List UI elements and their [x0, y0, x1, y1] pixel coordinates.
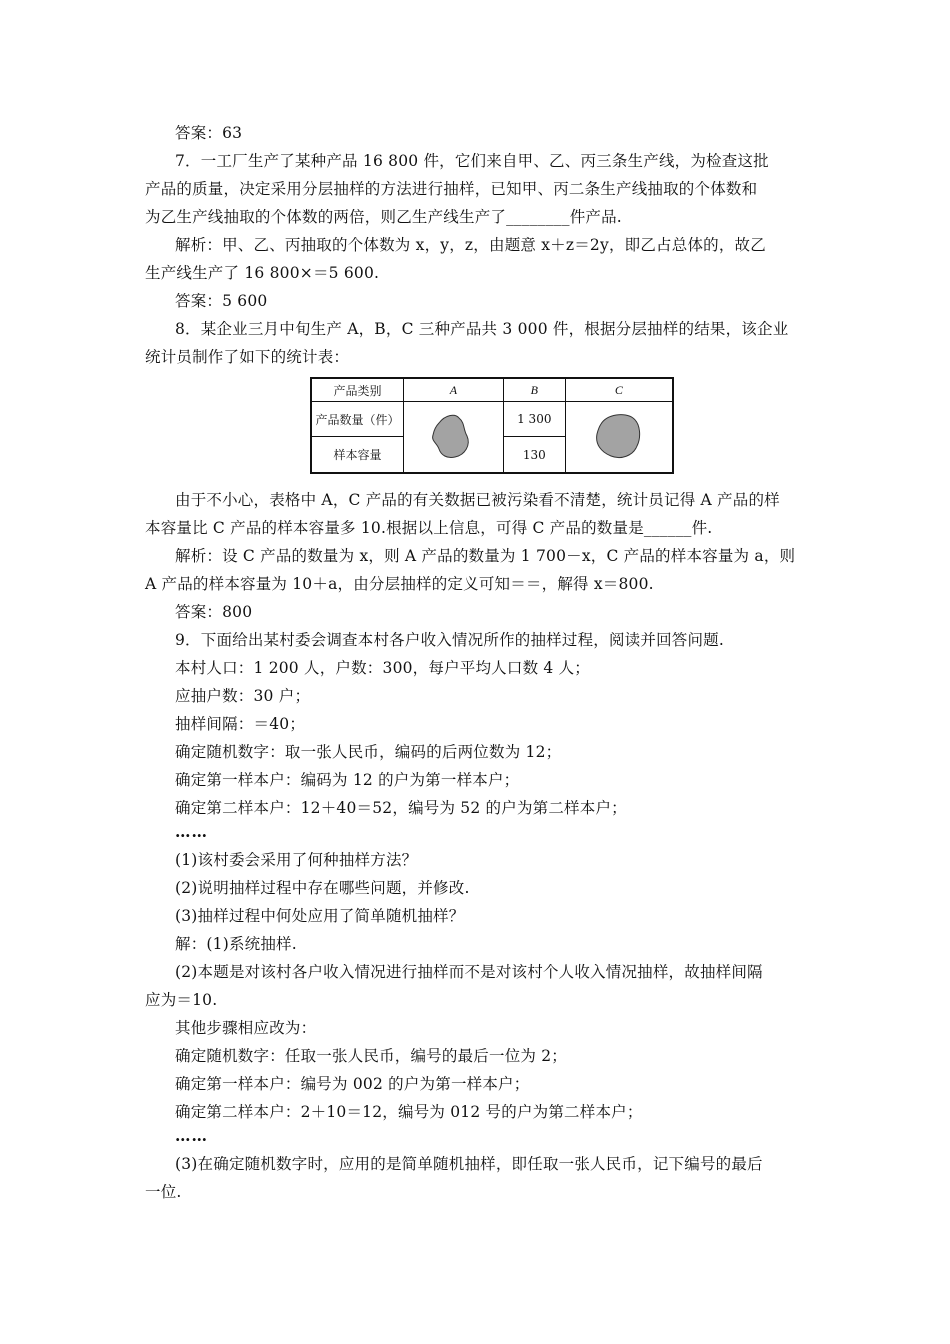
q7-line-1: 7．一工厂生产了某种产品 16 800 件，它们来自甲、乙、丙三条生产线，为检查这批: [175, 152, 769, 170]
q9-solution-3a: (3)在确定随机数字时，应用的是简单随机抽样，即任取一张人民币，记下编号的最后: [175, 1155, 763, 1173]
q9-sub-2: (2)说明抽样过程中存在哪些问题，并修改.: [175, 879, 470, 897]
q9-solution-2a: (2)本题是对该村各户收入情况进行抽样而不是对该村个人收入情况抽样，故抽样间隔: [175, 963, 763, 981]
table-header-cell: C: [565, 378, 673, 402]
q9-solution-2b: 应为＝10.: [145, 991, 218, 1009]
q9-first-household: 确定第一样本户：编码为 12 的户为第一样本户；: [175, 771, 520, 789]
q8-line-3: 由于不小心，表格中 A，C 产品的有关数据已被污染看不清楚，统计员记得 A 产品的样: [175, 491, 780, 509]
q9-fixed-first-household: 确定第一样本户：编号为 002 的户为第一样本户；: [175, 1075, 530, 1093]
q8-line-2: 统计员制作了如下的统计表：: [145, 348, 350, 366]
q9-second-household: 确定第二样本户：12＋40＝52，编号为 52 的户为第二样本户；: [175, 799, 627, 817]
q9-interval: 抽样间隔：＝40；: [175, 715, 306, 733]
q9-fixed-random-number: 确定随机数字：任取一张人民币，编号的最后一位为 2；: [175, 1047, 567, 1065]
stained-cell-a: [404, 402, 504, 473]
q7-solution-2: 生产线生产了 16 800×＝5 600.: [145, 264, 380, 282]
q9-fixed-second-household: 确定第二样本户：2＋10＝12，编号为 012 号的户为第二样本户；: [175, 1103, 643, 1121]
q9-solution-1: 解：(1)系统抽样.: [175, 935, 297, 953]
q8-line-1: 8．某企业三月中旬生产 A，B，C 三种产品共 3 000 件，根据分层抽样的结果，该企业: [175, 320, 789, 338]
ellipsis: ……: [175, 822, 208, 841]
ink-stain-icon: [589, 410, 649, 464]
table-cell: 130: [503, 437, 565, 473]
table-cell: 样本容量: [311, 437, 404, 473]
q7-solution-1: 解析：甲、乙、丙抽取的个体数为 x，y，z，由题意 x＋z＝2y，即乙占总体的，故乙: [175, 236, 766, 254]
q8-solution-1: 解析：设 C 产品的数量为 x，则 A 产品的数量为 1 700－x，C 产品的样本容量为 a，则: [175, 547, 796, 565]
q9-solution-3b: 一位.: [145, 1183, 182, 1201]
statistics-table: [310, 377, 674, 474]
table-header-cell: A: [404, 378, 504, 402]
q9-line-1: 9．下面给出某村委会调查本村各户收入情况所作的抽样过程，阅读并回答问题.: [175, 631, 724, 649]
q9-sub-3: (3)抽样过程中何处应用了简单随机抽样？: [175, 907, 465, 925]
q9-sample-households: 应抽户数：30 户；: [175, 687, 311, 705]
q7-line-3: 为乙生产线抽取的个体数的两倍，则乙生产线生产了________件产品.: [145, 208, 622, 226]
table-header-cell: 产品类别: [311, 378, 404, 402]
answer-8: 答案：800: [175, 603, 253, 621]
ink-stain-icon: [425, 411, 481, 463]
table-header-cell: B: [503, 378, 565, 402]
table-row: [311, 402, 673, 437]
q7-line-2: 产品的质量，决定采用分层抽样的方法进行抽样，已知甲、丙二条生产线抽取的个体数和: [145, 180, 758, 198]
q9-population: 本村人口：1 200 人，户数：300，每户平均人口数 4 人；: [175, 659, 591, 677]
answer-7: 答案：5 600: [175, 292, 268, 310]
ellipsis: ……: [175, 1126, 208, 1145]
table-cell: 1 300: [503, 402, 565, 437]
q8-line-4: 本容量比 C 产品的样本容量多 10.根据以上信息，可得 C 产品的数量是______件.: [145, 519, 713, 537]
table-header-row: [311, 378, 673, 402]
q8-solution-2: A 产品的样本容量为 10＋a，由分层抽样的定义可知＝＝，解得 x＝800.: [145, 575, 654, 593]
answer-6: 答案：63: [175, 124, 243, 142]
stained-cell-c: [565, 402, 673, 473]
q9-random-number: 确定随机数字：取一张人民币，编码的后两位数为 12；: [175, 743, 562, 761]
q9-other-steps: 其他步骤相应改为：: [175, 1019, 317, 1037]
q9-sub-1: (1)该村委会采用了何种抽样方法？: [175, 851, 418, 869]
table-cell: 产品数量（件）: [311, 402, 404, 437]
